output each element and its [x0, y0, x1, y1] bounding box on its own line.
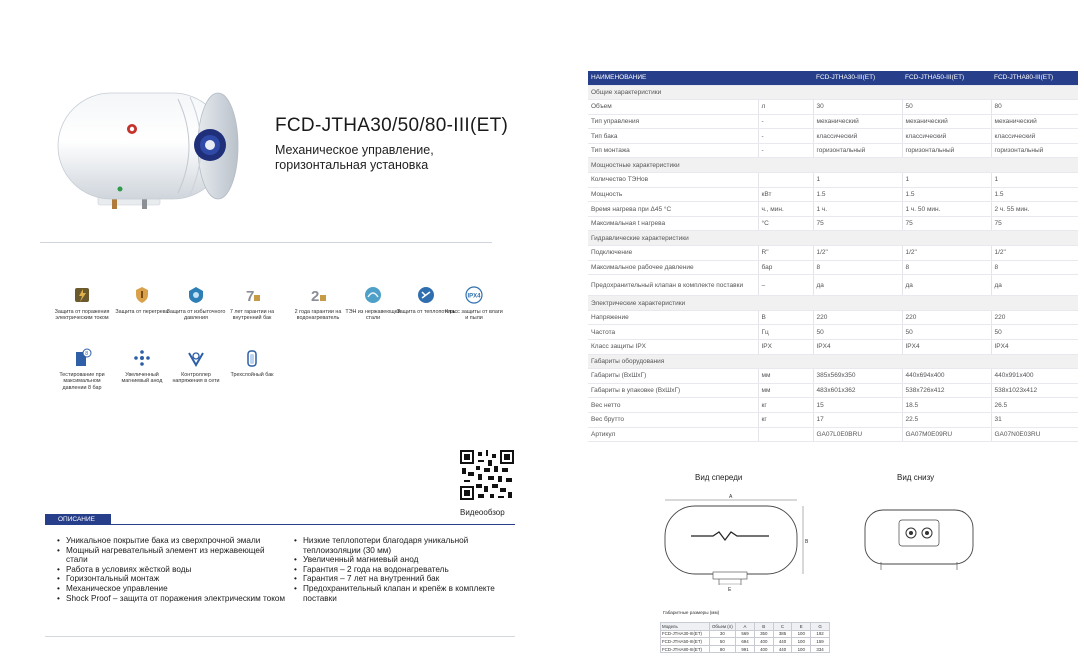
header-name: НАИМЕНОВАНИЕ	[588, 71, 758, 85]
table-row	[588, 202, 1078, 217]
section-title: Габариты оборудования	[588, 354, 1078, 369]
dims-cell: FCD-JTHA30-III(ET)	[661, 630, 710, 638]
subtitle-line-1: Механическое управление,	[275, 143, 434, 157]
value-80: 26.5	[991, 398, 1078, 413]
table-row	[588, 398, 1078, 413]
table-row	[588, 187, 1078, 202]
dimensions-body	[661, 623, 830, 653]
list-item: • Увеличенный магниевый анод	[293, 555, 515, 565]
param-name: Предохранительный клапан в комплекте поставки	[588, 275, 758, 296]
feature-pressure-test	[52, 348, 112, 391]
value-30: 220	[813, 310, 902, 325]
feature-voltage-controller	[166, 348, 226, 385]
table-row	[588, 412, 1078, 427]
param-name: Тип бака	[588, 129, 758, 144]
value-50: 1 ч. 50 мин.	[902, 202, 991, 217]
specifications-table	[588, 71, 1078, 442]
feature-ipx4	[444, 285, 504, 322]
feature-label: Защита от поражения электрическим током	[54, 309, 110, 322]
list-item: • Уникальное покрытие бака из сверхпрочной эмали	[56, 536, 288, 546]
dims-cell: 100	[792, 630, 811, 638]
value-50: 75	[902, 216, 991, 231]
bottom-view-label: Вид снизу	[897, 473, 935, 482]
feature-overheat-protection	[112, 285, 172, 315]
dims-cell: 694	[736, 638, 755, 646]
qr-caption: Видеообзор	[460, 508, 505, 517]
section-row	[588, 354, 1078, 369]
value-30: 15	[813, 398, 902, 413]
param-name: Количество ТЭНов	[588, 173, 758, 188]
table-row	[588, 129, 1078, 144]
param-name: Время нагрева при Δ45 °С	[588, 202, 758, 217]
section-row	[588, 231, 1078, 246]
overheat-protection-icon	[132, 285, 152, 305]
value-30: 50	[813, 325, 902, 340]
dims-cell: 400	[754, 638, 773, 646]
value-50: 220	[902, 310, 991, 325]
list-item: • Гарантия – 7 лет на внутренний бак	[293, 574, 515, 584]
value-50: 8	[902, 260, 991, 275]
value-30: 1 ч.	[813, 202, 902, 217]
value-80: 31	[991, 412, 1078, 427]
value-30: классический	[813, 129, 902, 144]
value-80: 50	[991, 325, 1078, 340]
value-50: 22.5	[902, 412, 991, 427]
dims-cell: 100	[792, 638, 811, 646]
value-50: 440х694х400	[902, 369, 991, 384]
value-30: 385х569х350	[813, 369, 902, 384]
table-row	[588, 114, 1078, 129]
svg-text:7: 7	[246, 288, 255, 305]
list-item: • Предохранительный клапан и крепёж в комплекте поставки	[293, 584, 515, 603]
table-row	[588, 260, 1078, 275]
value-30: 8	[813, 260, 902, 275]
dims-cell: 80	[709, 645, 736, 653]
param-name: Тип управления	[588, 114, 758, 129]
list-item: • Горизонтальный монтаж	[56, 574, 288, 584]
value-30: 30	[813, 100, 902, 115]
table-row	[588, 383, 1078, 398]
dim-letter-b: B	[805, 539, 809, 545]
feature-warranty-7	[222, 285, 282, 322]
param-unit: кг	[758, 398, 813, 413]
table-header-row	[588, 71, 1078, 85]
value-50: 50	[902, 100, 991, 115]
dims-cell: FCD-JTHA50-III(ET)	[661, 638, 710, 646]
table-row	[588, 340, 1078, 355]
dims-row	[661, 645, 830, 653]
dimensions-title: Габаритные размеры (мм)	[663, 610, 720, 615]
description-list-right	[293, 536, 515, 603]
param-unit: бар	[758, 260, 813, 275]
dim-letter-e: E	[728, 587, 732, 592]
dims-header-cell: B	[754, 623, 773, 631]
feature-label: Увеличенный магниевый анод	[121, 372, 163, 385]
value-80: классический	[991, 129, 1078, 144]
dims-header-cell: G	[811, 623, 830, 631]
section-row	[588, 158, 1078, 173]
value-30: 1/2"	[813, 246, 902, 261]
dims-cell: 385	[773, 630, 792, 638]
value-50: 18.5	[902, 398, 991, 413]
dims-cell: 100	[792, 645, 811, 653]
param-unit: кВт	[758, 187, 813, 202]
svg-text:8: 8	[85, 351, 89, 357]
dims-row	[661, 630, 830, 638]
value-30: IPX4	[813, 340, 902, 355]
value-80: 75	[991, 216, 1078, 231]
param-name: Максимальная t нагрева	[588, 216, 758, 231]
param-unit: -	[758, 143, 813, 158]
dims-cell: 30	[709, 630, 736, 638]
param-name: Мощность	[588, 187, 758, 202]
param-unit: -	[758, 129, 813, 144]
feature-label: Защита от теплопотерь	[396, 309, 456, 315]
param-unit: –	[758, 275, 813, 296]
section-title: Электрические характеристики	[588, 296, 1078, 311]
section-row	[588, 85, 1078, 100]
table-row	[588, 216, 1078, 231]
qr-code[interactable]	[460, 450, 514, 500]
value-30: 1.5	[813, 187, 902, 202]
value-50: GA07M0E09RU	[902, 427, 991, 442]
value-50: горизонтальный	[902, 143, 991, 158]
table-row	[588, 100, 1078, 115]
description-header: ОПИСАНИЕ	[45, 514, 111, 525]
param-name: Частота	[588, 325, 758, 340]
header-model-80: FCD-JTHA80-III(ET)	[991, 71, 1078, 85]
dims-cell: 400	[754, 645, 773, 653]
value-50: 1.5	[902, 187, 991, 202]
front-view-label: Вид спереди	[695, 473, 743, 482]
divider	[40, 242, 492, 243]
param-unit: IPX	[758, 340, 813, 355]
header-model-50: FCD-JTHA50-III(ET)	[902, 71, 991, 85]
value-80: GA07N0E03RU	[991, 427, 1078, 442]
param-unit: R"	[758, 246, 813, 261]
value-80: 8	[991, 260, 1078, 275]
warranty-7-icon	[242, 285, 262, 305]
param-unit: В	[758, 310, 813, 325]
value-80: 80	[991, 100, 1078, 115]
param-name: Артикул	[588, 427, 758, 442]
list-item: • Работа в условиях жёсткой воды	[56, 565, 288, 575]
value-50: 50	[902, 325, 991, 340]
param-unit	[758, 427, 813, 442]
product-subtitle	[275, 143, 434, 173]
list-item: • Низкие теплопотери благодаря уникальной теплоизоляции (30 мм)	[293, 536, 515, 555]
param-name: Вес нетто	[588, 398, 758, 413]
feature-pressure-protection	[166, 285, 226, 322]
dims-header-cell: A	[736, 623, 755, 631]
header-model-30: FCD-JTHA30-III(ET)	[813, 71, 902, 85]
value-80: 2 ч. 55 мин.	[991, 202, 1078, 217]
feature-warranty-2	[288, 285, 348, 322]
feature-label: Защита от перегрева	[115, 309, 169, 315]
param-unit: Гц	[758, 325, 813, 340]
list-item: • Гарантия – 2 года на водонагреватель	[293, 565, 515, 575]
pressure-protection-icon	[186, 285, 206, 305]
header-unit	[758, 71, 813, 85]
table-row	[588, 310, 1078, 325]
dims-cell: 334	[811, 645, 830, 653]
value-50: IPX4	[902, 340, 991, 355]
param-name: Класс защиты IPX	[588, 340, 758, 355]
value-30: GA07L0E0BRU	[813, 427, 902, 442]
value-30: да	[813, 275, 902, 296]
table-row	[588, 369, 1078, 384]
value-80: 220	[991, 310, 1078, 325]
feature-label: Трехслойный бак	[230, 372, 274, 378]
description-rule	[45, 524, 515, 525]
param-name: Вес брутто	[588, 412, 758, 427]
dims-cell: FCD-JTHA80-III(ET)	[661, 645, 710, 653]
section-title: Гидравлические характеристики	[588, 231, 1078, 246]
param-unit: ч., мин.	[758, 202, 813, 217]
value-50: классический	[902, 129, 991, 144]
value-50: 1	[902, 173, 991, 188]
param-unit: кг	[758, 412, 813, 427]
param-name: Объем	[588, 100, 758, 115]
dims-cell: 159	[811, 638, 830, 646]
value-50: механический	[902, 114, 991, 129]
value-30: 17	[813, 412, 902, 427]
table-row	[588, 325, 1078, 340]
svg-text:IPX4: IPX4	[467, 293, 481, 300]
table-row	[588, 275, 1078, 296]
table-row	[588, 246, 1078, 261]
magnesium-anode-icon	[132, 348, 152, 368]
value-80: 1	[991, 173, 1078, 188]
section-title: Мощностные характеристики	[588, 158, 1078, 173]
value-80: горизонтальный	[991, 143, 1078, 158]
feature-shock-protection	[52, 285, 112, 322]
value-80: да	[991, 275, 1078, 296]
value-80: 538х1023х412	[991, 383, 1078, 398]
feature-label: Защита от избыточного давления	[166, 309, 226, 322]
feature-heating-element	[343, 285, 403, 322]
table-row	[588, 143, 1078, 158]
dims-header-cell: E	[792, 623, 811, 631]
description-list-left	[56, 536, 288, 603]
value-80: механический	[991, 114, 1078, 129]
value-30: 75	[813, 216, 902, 231]
param-name: Габариты в упаковке (ВхШхГ)	[588, 383, 758, 398]
value-50: 1/2"	[902, 246, 991, 261]
feature-label: Класс защиты от влаги и пыли	[445, 309, 503, 322]
param-unit: мм	[758, 369, 813, 384]
param-unit	[758, 173, 813, 188]
front-view-drawing	[655, 492, 815, 592]
param-name: Габариты (ВхШхГ)	[588, 369, 758, 384]
feature-label: 2 года гарантии на водонагреватель	[294, 309, 342, 322]
three-layer-tank-icon	[242, 348, 262, 368]
ipx4-icon	[464, 285, 484, 305]
section-row	[588, 296, 1078, 311]
param-name: Тип монтажа	[588, 143, 758, 158]
param-name: Подключение	[588, 246, 758, 261]
dims-cell: 569	[736, 630, 755, 638]
product-model-title: FCD-JTHA30/50/80-III(ET)	[275, 115, 509, 136]
param-unit: °С	[758, 216, 813, 231]
dims-row	[661, 638, 830, 646]
svg-text:2: 2	[311, 288, 320, 305]
dims-header-cell: Модель	[661, 623, 710, 631]
list-item: • Shock Proof – защита от поражения электрическим током	[56, 594, 288, 604]
table-row	[588, 427, 1078, 442]
list-item: • Механическое управление	[56, 584, 288, 594]
dimensions-table	[660, 622, 830, 653]
subtitle-line-2: горизонтальная установка	[275, 158, 429, 172]
value-30: горизонтальный	[813, 143, 902, 158]
param-unit: -	[758, 114, 813, 129]
value-50: 538х726х412	[902, 383, 991, 398]
specifications-body	[588, 85, 1078, 442]
feature-label: 7 лет гарантии на внутренний бак	[229, 309, 275, 322]
list-item: • Мощный нагревательный элемент из нержавеющей стали	[56, 546, 288, 565]
dims-cell: 50	[709, 638, 736, 646]
dims-header-row	[661, 623, 830, 631]
dims-cell: 440	[773, 645, 792, 653]
value-30: 483х601х362	[813, 383, 902, 398]
param-unit: л	[758, 100, 813, 115]
heating-element-icon	[363, 285, 383, 305]
value-80: 440х991х400	[991, 369, 1078, 384]
dims-cell: 991	[736, 645, 755, 653]
water-heater-image	[50, 85, 250, 213]
dims-header-cell: C	[773, 623, 792, 631]
section-title: Общие характеристики	[588, 85, 1078, 100]
feature-label: Тестирование при максимальном давлении 8 бар	[59, 372, 105, 391]
param-name: Максимальное рабочее давление	[588, 260, 758, 275]
dims-cell: 440	[773, 638, 792, 646]
param-unit: мм	[758, 383, 813, 398]
heat-loss-protection-icon	[416, 285, 436, 305]
value-80: 1/2"	[991, 246, 1078, 261]
value-80: 1.5	[991, 187, 1078, 202]
divider	[45, 636, 515, 637]
shock-protection-icon	[72, 285, 92, 305]
dims-cell: 350	[754, 630, 773, 638]
pressure-test-icon	[72, 348, 92, 368]
feature-label: Контроллер напряжения в сети	[172, 372, 220, 385]
dims-header-cell: Объем (л)	[709, 623, 736, 631]
param-name: Напряжение	[588, 310, 758, 325]
value-80: IPX4	[991, 340, 1078, 355]
warranty-2-icon	[308, 285, 328, 305]
feature-label: ТЭН из нержавеющей стали	[345, 309, 401, 322]
value-30: 1	[813, 173, 902, 188]
dim-letter-a: A	[729, 494, 733, 500]
dims-cell: 192	[811, 630, 830, 638]
value-50: да	[902, 275, 991, 296]
feature-magnesium-anode	[112, 348, 172, 385]
value-30: механический	[813, 114, 902, 129]
feature-three-layer-tank	[222, 348, 282, 378]
voltage-controller-icon	[186, 348, 206, 368]
table-row	[588, 173, 1078, 188]
bottom-view-drawing	[855, 492, 985, 582]
